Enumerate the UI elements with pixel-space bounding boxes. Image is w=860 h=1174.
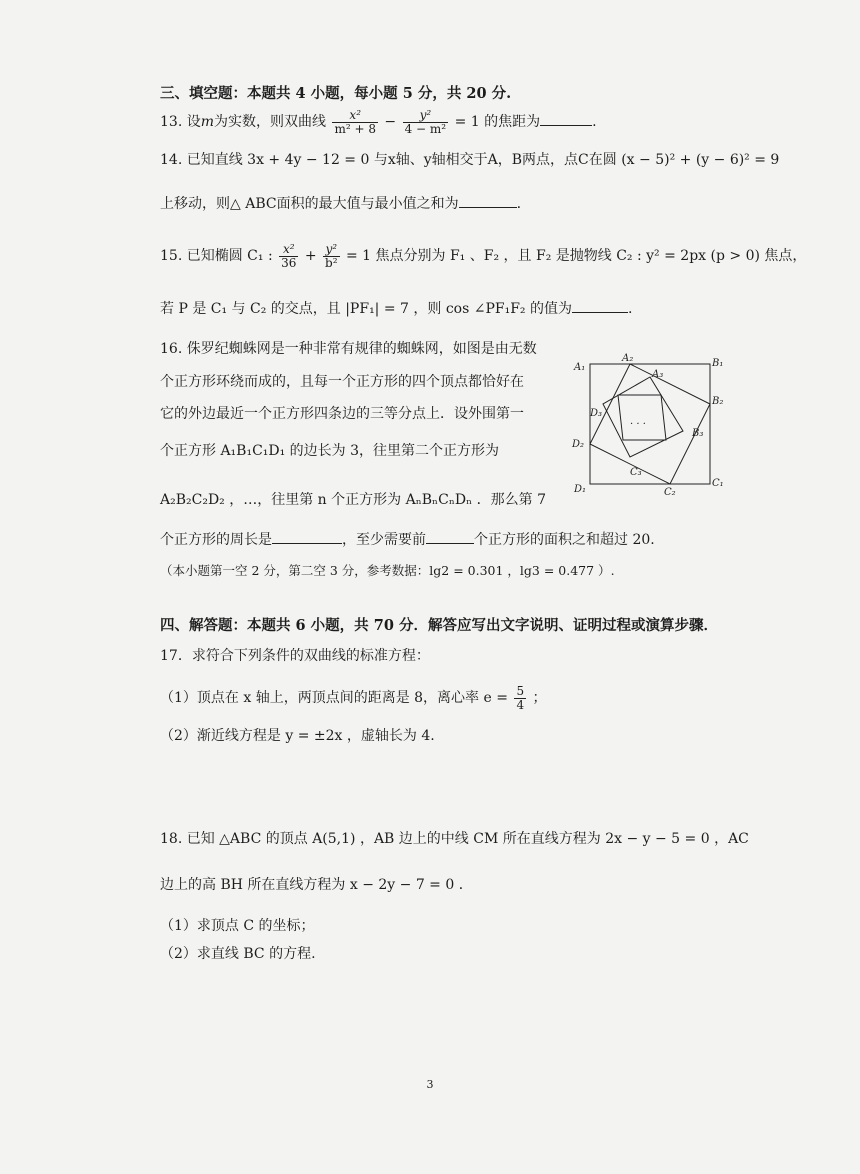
label-D2: D₂ bbox=[572, 439, 585, 450]
q14-answer-blank[interactable] bbox=[459, 193, 517, 208]
question-18-line2: 边上的高 BH 所在直线方程为 x − 2y − 7 = 0 ． bbox=[160, 877, 473, 893]
question-15-line1: 15. 已知椭圆 C₁ : $\frac{\text{x²}}{36}$ + $\frac{\text{y²}}{\text{b²}}$ = 1 焦点分别为 F₁ 、F₂ ，且 F₂ 是抛物线 C₂ : y² = 2px (p > 0) 焦点， bbox=[160, 241, 807, 270]
label-D1: D₁ bbox=[574, 484, 587, 495]
question-16-line5: A₂B₂C₂D₂ ，…，往里第 n 个正方形为 AₙBₙCₙDₙ ．那么第 7 bbox=[160, 492, 546, 508]
square-3 bbox=[603, 377, 683, 457]
question-13: 13. 设m为实数，则双曲线 $\frac{\text{x²}}{\text{m² + 8}}$ − $\frac{\text{y²}}{\text{4 − m²}}$ = 1 的焦距为 . bbox=[160, 107, 597, 136]
question-14-line2: 上移动，则△ ABC面积的最大值与最小值之和为 . bbox=[160, 193, 521, 214]
label-B1: B₁ bbox=[712, 358, 724, 369]
square-2 bbox=[590, 364, 710, 484]
label-B3: B₃ bbox=[692, 428, 704, 439]
label-C1: C₁ bbox=[712, 478, 724, 489]
spider-web-squares-figure bbox=[568, 352, 728, 502]
question-16-line2: 个正方形环绕而成的，且每一个正方形的四个顶点都恰好在 bbox=[160, 374, 524, 390]
label-B2: B₂ bbox=[712, 396, 724, 407]
question-17-part1: （1）顶点在 x 轴上，两顶点间的距离是 8，离心率 e = $\frac{5}{4}$ ； bbox=[160, 683, 547, 712]
question-15-line2: 若 P 是 C₁ 与 C₂ 的交点，且 |PF₁| = 7 ，则 cos ∠PF₁F₂ 的值为 . bbox=[160, 298, 632, 319]
question-17-part2: （2）渐近线方程是 y = ±2x ，虚轴长为 4. bbox=[160, 728, 435, 744]
section4-heading: 四、解答题：本题共 6 小题，共 70 分．解答应写出文字说明、证明过程或演算步骤． bbox=[160, 617, 718, 634]
label-A3: A₃ bbox=[652, 369, 664, 380]
label-A1: A₁ bbox=[574, 362, 586, 373]
question-18-line1: 18. 已知 △ABC 的顶点 A(5,1) ，AB 边上的中线 CM 所在直线方程为 2x − y − 5 = 0 ，AC bbox=[160, 831, 749, 847]
question-16-line3: 它的外边最近一个正方形四条边的三等分点上．设外围第一 bbox=[160, 406, 524, 422]
square-4 bbox=[618, 395, 666, 440]
q15-fraction-1: $\frac{\text{x²}}{36}$ bbox=[281, 241, 297, 270]
question-17-stem: 17．求符合下列条件的双曲线的标准方程： bbox=[160, 648, 430, 664]
question-18-part2: （2）求直线 BC 的方程. bbox=[160, 946, 316, 962]
label-A2: A₂ bbox=[622, 353, 634, 364]
q13-fraction-2: $\frac{\text{y²}}{\text{4 − m²}}$ bbox=[404, 107, 447, 136]
section3-heading: 三、填空题：本题共 4 小题，每小题 5 分，共 20 分. bbox=[160, 85, 512, 102]
question-16-line1: 16. 侏罗纪蜘蛛网是一种非常有规律的蜘蛛网，如图是由无数 bbox=[160, 341, 537, 357]
question-16-note: （本小题第一空 2 分，第二空 3 分，参考数据：lg2 = 0.301 ，lg3 = 0.477 ）. bbox=[160, 563, 615, 578]
label-C2: C₂ bbox=[664, 487, 676, 498]
square-1 bbox=[590, 364, 710, 484]
label-C3: C₃ bbox=[630, 467, 642, 478]
label-dots: · · · bbox=[630, 419, 646, 430]
question-18-part1: （1）求顶点 C 的坐标； bbox=[160, 918, 315, 934]
q16-answer-blank-1[interactable] bbox=[272, 529, 342, 544]
q16-answer-blank-2[interactable] bbox=[426, 529, 474, 544]
q13-answer-blank[interactable] bbox=[540, 111, 592, 126]
question-14-line1: 14. 已知直线 3x + 4y − 12 = 0 与x轴、y轴相交于A，B两点，点C在圆 (x − 5)² + (y − 6)² = 9 bbox=[160, 152, 780, 168]
q15-answer-blank[interactable] bbox=[572, 298, 628, 313]
page-number: 3 bbox=[426, 1078, 434, 1091]
q13-fraction-1: $\frac{\text{x²}}{\text{m² + 8}}$ bbox=[334, 107, 376, 136]
label-D3: D₃ bbox=[590, 408, 603, 419]
q17-fraction: $\frac{5}{4}$ bbox=[516, 683, 525, 712]
question-16-line4: 个正方形 A₁B₁C₁D₁ 的边长为 3，往里第二个正方形为 bbox=[160, 443, 500, 459]
q15-fraction-2: $\frac{\text{y²}}{\text{b²}}$ bbox=[325, 241, 338, 270]
question-16-line6: 个正方形的周长是 ，至少需要前 个正方形的面积之和超过 20. bbox=[160, 529, 655, 550]
